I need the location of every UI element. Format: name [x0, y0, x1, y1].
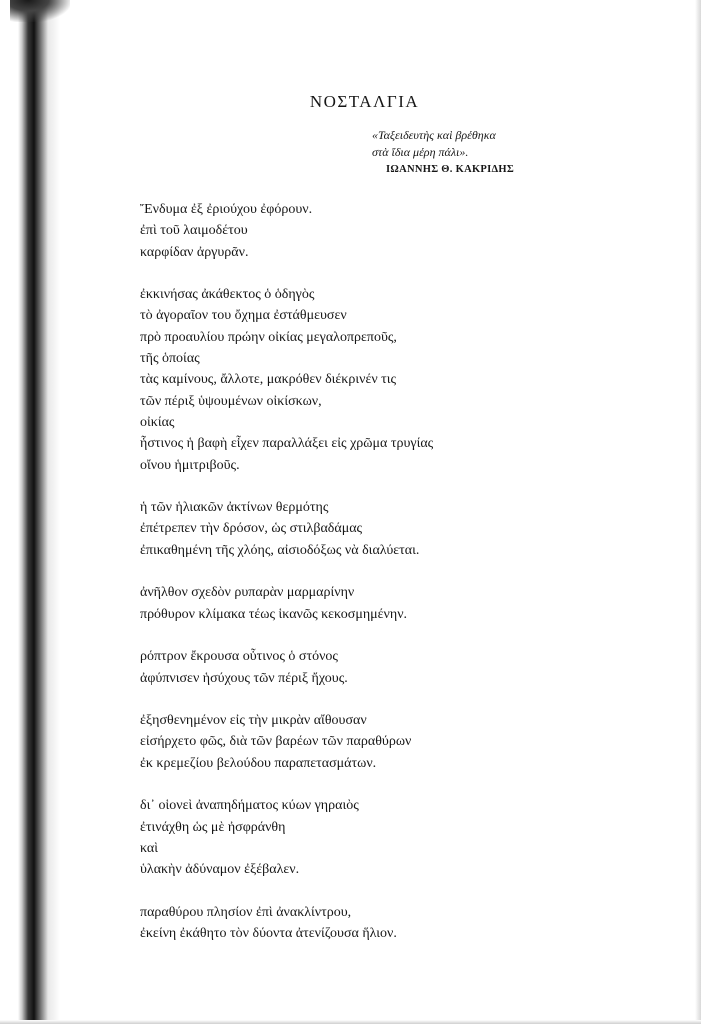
- poem-line: τὰς καμίνους, ἄλλοτε, μακρόθεν διέκρινέν τις: [140, 372, 397, 388]
- poem-stanza: [140, 497, 580, 561]
- poem-stanza: [140, 795, 580, 880]
- epigraph-line: «Ταξειδευτὴς καὶ βρέθηκα: [372, 128, 496, 142]
- poem-line: παραθύρου πλησίον ἐπὶ ἀνακλίντρου,: [140, 904, 352, 920]
- poem-line: ὑλακὴν ἀδύναμον ἐξέβαλεν.: [140, 862, 300, 878]
- poem-line: ἀνῆλθον σχεδὸν ρυπαρὰν μαρμαρίνην: [140, 585, 355, 601]
- poem-stanza: [140, 710, 580, 774]
- poem-line: ἐπέτρεπεν τὴν δρόσον, ὡς στιλβαδάμας: [140, 521, 363, 537]
- poem-line: εἰσήρχετο φῶς, διὰ τῶν βαρέων τῶν παραθύρων: [140, 734, 412, 750]
- poem-line: τῆς ὁποίας: [140, 351, 200, 367]
- poem-line: ρόπτρον ἔκρουσα οὗτινος ὁ στόνος: [140, 649, 338, 665]
- poem-line: πρὸ προαυλίου πρώην οἰκίας μεγαλοπρεποῦς,: [140, 329, 397, 345]
- poem-line: τῶν πέριξ ὑψουμένων οἰκίσκων,: [140, 393, 322, 409]
- poem-line: οἴνου ἡμιτριβοῦς.: [140, 457, 240, 473]
- poem-stanza: [140, 582, 580, 625]
- poem-line: ἐκκινήσας ἀκάθεκτος ὁ ὁδηγὸς: [140, 287, 315, 303]
- poem-body: [140, 199, 580, 966]
- poem-line: δι᾽ οἱονεὶ ἀναπηδήματος κύων γηραιὸς: [140, 798, 359, 814]
- poem-stanza: [140, 646, 580, 689]
- epigraph-quote: [372, 127, 572, 161]
- poem-line: ἐκείνη ἐκάθητο τὸν δύοντα ἀτενίζουσα ἥλιον.: [140, 926, 397, 942]
- epigraph-author: ΙΩΑΝΝΗΣ Θ. ΚΑΚΡΙΔΗΣ: [386, 164, 515, 175]
- epigraph-line: στὰ ἴδια μέρη πάλι».: [372, 145, 469, 159]
- poem-title: ΝΟΣΤΑΛΓΙΑ: [309, 92, 420, 111]
- poem-line: ἐτινάχθη ὡς μὲ ἠσφράνθη: [140, 819, 286, 835]
- poem-line: ἐκ κρεμεζίου βελούδου παραπετασμάτων.: [140, 755, 377, 771]
- poem-line: πρόθυρον κλίμακα τέως ἱκανῶς κεκοσμημένην.: [140, 606, 408, 622]
- poem-line: καὶ: [140, 840, 159, 856]
- poem-line: ἡ τῶν ἡλιακῶν ἀκτίνων θερμότης: [140, 500, 329, 516]
- poem-line: τὸ ἀγοραῖον του ὄχημα ἐστάθμευσεν: [140, 308, 347, 324]
- poem-stanza: [140, 284, 580, 476]
- page-spine-shadow: [0, 0, 60, 1024]
- poem-stanza: [140, 902, 580, 945]
- page-corner-shadow: [10, 0, 70, 22]
- poem-line: ἐπὶ τοῦ λαιμοδέτου: [140, 223, 248, 239]
- poem-line: οἰκίας: [140, 414, 175, 430]
- poem-line: καρφίδαν ἀργυρᾶν.: [140, 244, 249, 260]
- poem-line: Ἔνδυμα ἐξ ἐριούχου ἐφόρουν.: [140, 202, 313, 217]
- poem-line: ἀφύπνισεν ἡσύχους τῶν πέριξ ἤχους.: [140, 670, 348, 686]
- poem-line: ἐξησθενημένον εἰς τὴν μικρὰν αἴθουσαν: [140, 713, 367, 729]
- poem-line: ἐπικαθημένη τῆς χλόης, αἰσιοδόξως νὰ διαλύεται.: [140, 542, 420, 558]
- page-bottom-edge: [0, 1020, 701, 1024]
- poem-line: ἧστινος ἡ βαφὴ εἶχεν παραλλάξει εἰς χρῶμα τρυγίας: [140, 436, 434, 452]
- poem-stanza: [140, 199, 580, 263]
- page-right-edge: [695, 0, 701, 1024]
